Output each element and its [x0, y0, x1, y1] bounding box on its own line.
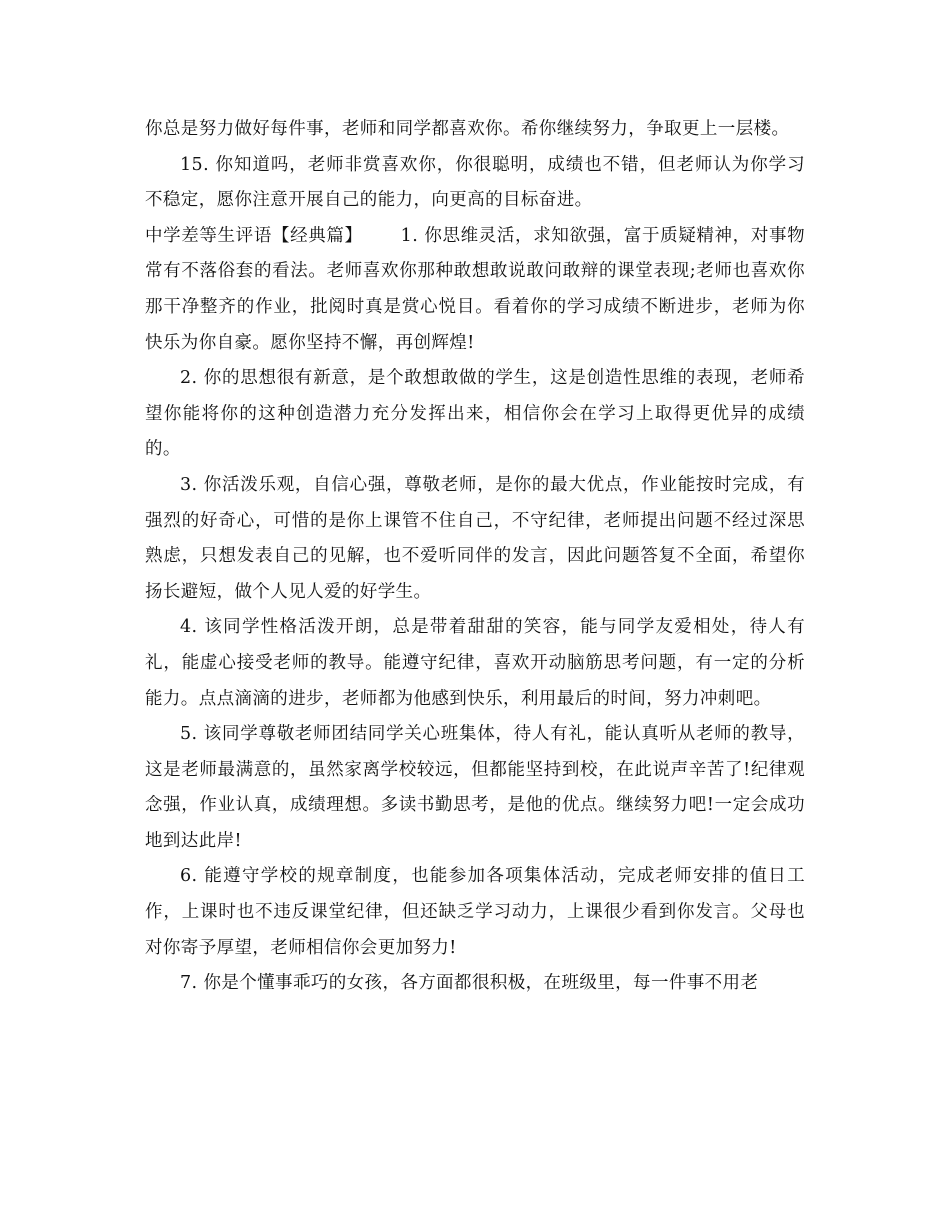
paragraph-item-3 — [145, 468, 805, 610]
paragraph-section-start — [145, 219, 805, 361]
paragraph-continuation — [145, 112, 805, 148]
paragraph-text: 7. 你是个懂事乖巧的女孩，各方面都很积极，在班级里，每一件事不用老 — [180, 973, 759, 994]
paragraph-text: 5. 该同学尊敬老师团结同学关心班集体，待人有礼，能认真听从老师的教导，这是老师最满意的，虽然家离学校较远，但都能坚持到校，在此说声辛苦了!纪律观念强，作业认真，成绩理想。多读书勤思考，是他的优点。继续努力吧!一定会成功地到达此岸! — [145, 724, 805, 851]
paragraph-item-5 — [145, 717, 805, 859]
paragraph-text: 6. 能遵守学校的规章制度，也能参加各项集体活动，完成老师安排的值日工作，上课时也不违反课堂纪律，但还缺乏学习动力，上课很少看到你发言。父母也对你寄予厚望，老师相信你会更加努力! — [145, 866, 805, 958]
paragraph-item-2 — [145, 361, 805, 468]
paragraph-item-4 — [145, 610, 805, 717]
paragraph-item-15 — [145, 148, 805, 219]
paragraph-item-7 — [145, 966, 805, 1002]
paragraph-text: 1. 你思维灵活，求知欲强，富于质疑精神，对事物常有不落俗套的看法。老师喜欢你那种敢想敢说敢问敢辩的课堂表现;老师也喜欢你那干净整齐的作业，批阅时真是赏心悦目。看着你的学习成绩不断进步，老师为你快乐为你自豪。愿你坚持不懈，再创辉煌! — [145, 225, 805, 353]
document-body — [145, 112, 805, 1002]
paragraph-text: 2. 你的思想很有新意，是个敢想敢做的学生，这是创造性思维的表现，老师希望你能将你的这种创造潜力充分发挥出来，相信你会在学习上取得更优异的成绩的。 — [145, 368, 805, 460]
paragraph-text: 4. 该同学性格活泼开朗，总是带着甜甜的笑容，能与同学友爱相处，待人有礼，能虚心接受老师的教导。能遵守纪律，喜欢开动脑筋思考问题，有一定的分析能力。点点滴滴的进步，老师都为他感到快乐，利用最后的时间，努力冲刺吧。 — [145, 617, 805, 709]
paragraph-text: 你总是努力做好每件事，老师和同学都喜欢你。希你继续努力，争取更上一层楼。 — [145, 119, 790, 139]
paragraph-text: 15. 你知道吗，老师非赏喜欢你，你很聪明，成绩也不错，但老师认为你学习不稳定，愿你注意开展自己的能力，向更高的目标奋进。 — [145, 154, 805, 211]
paragraph-text: 3. 你活泼乐观，自信心强，尊敬老师，是你的最大优点，作业能按时完成，有强烈的好奇心，可惜的是你上课管不住自己，不守纪律，老师提出问题不经过深思熟虑，只想发表自己的见解，也不爱听同伴的发言，因此问题答复不全面，希望你扬长避短，做个人见人爱的好学生。 — [145, 474, 805, 602]
section-heading: 中学差等生评语【经典篇】 — [145, 225, 363, 246]
paragraph-item-6 — [145, 859, 805, 966]
